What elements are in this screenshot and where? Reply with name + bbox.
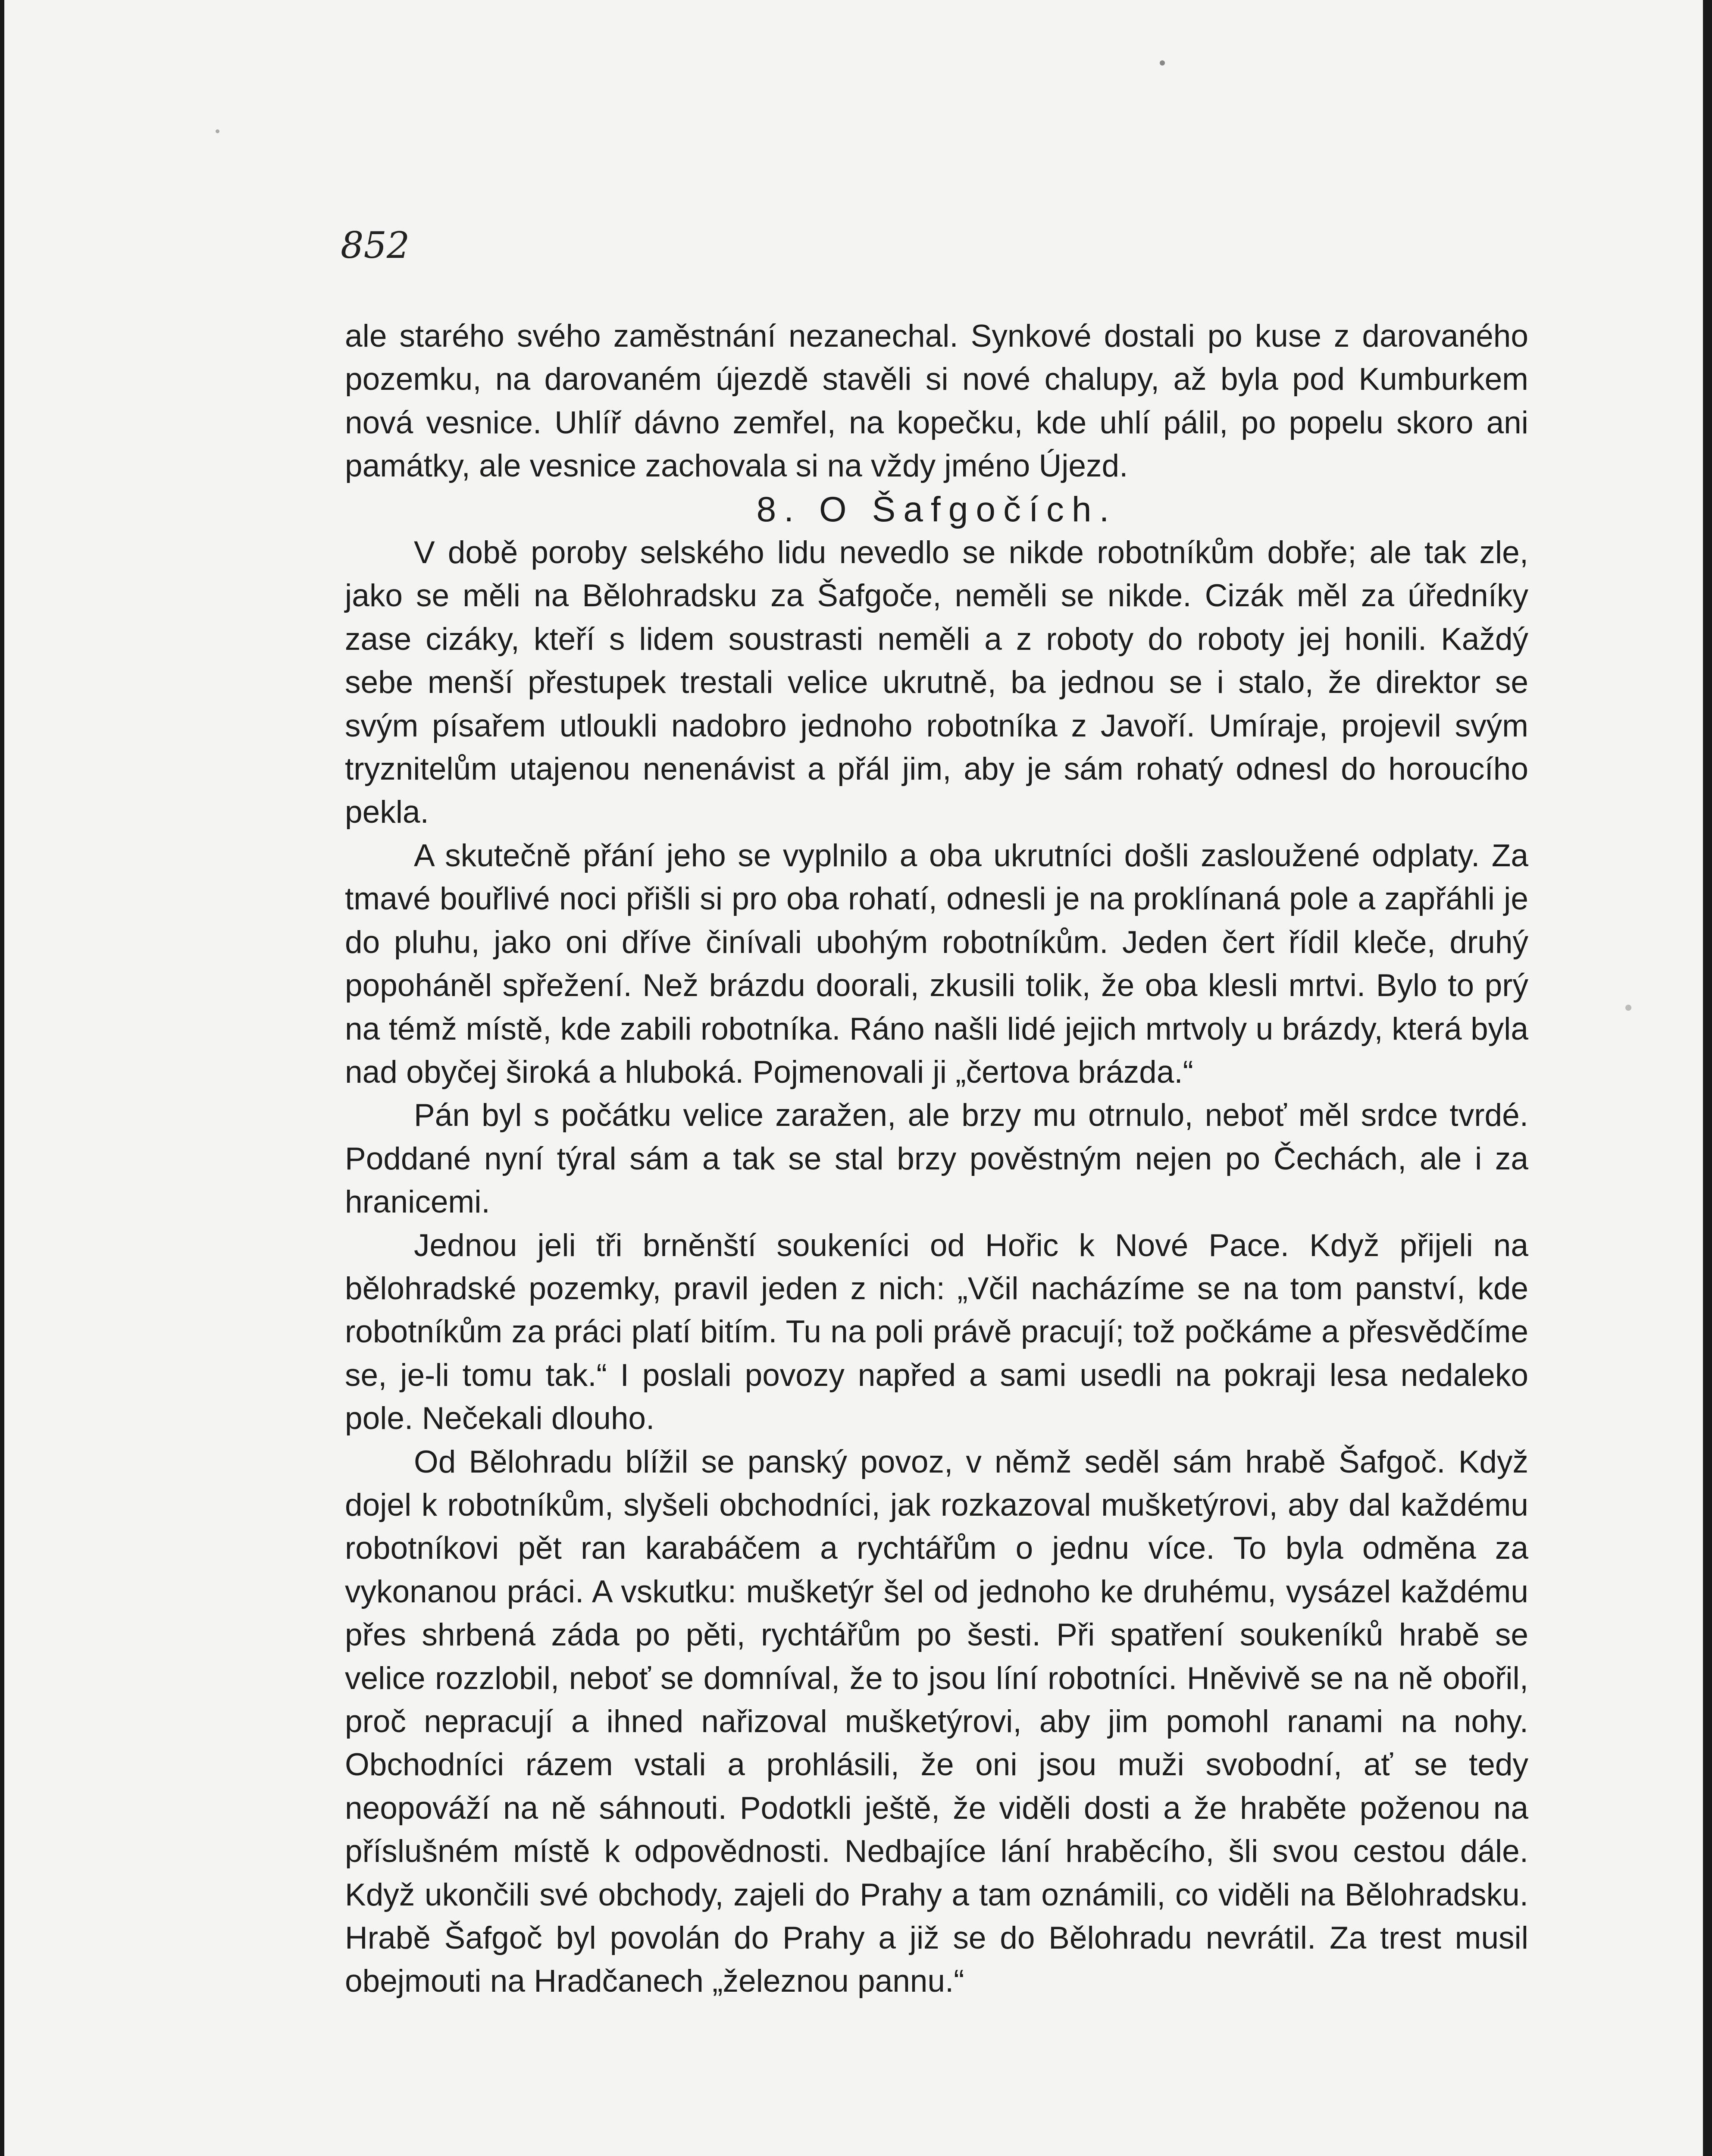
scan-speck	[216, 129, 219, 133]
paragraph-2: A skutečně přání jeho se vyplnilo a oba ukrutníci došli zasloužené odplaty. Za tmavé bouřlivé noci přišli si pro oba rohatí, odnesli je na proklínaná pole a zapřáhli je do pluhu, jako oni dříve činívali ubohým robotníkům. Jeden čert řídil kleče, druhý popoháněl spřežení. Než brázdu doorali, zkusili tolik, že oba klesli mrtvi. Bylo to prý na témž místě, kde zabili robotníka. Ráno našli lidé jejich mrtvoly u brázdy, která byla nad obyčej široká a hluboká. Pojmenovali ji „čertova brázda.“	[345, 838, 1528, 1090]
scan-speck	[1625, 1005, 1631, 1011]
paragraph-1: V době poroby selského lidu nevedlo se nikde robotníkům dobře; ale tak zle, jako se měli na Bělohradsku za Šafgoče, neměli se nikde. Cizák měl za úředníky zase cizáky, kteří s lidem soustrasti neměli a z roboty do roboty jej honili. Každý sebe menší přestupek trestali velice ukrutně, ba jednou se i stalo, že direktor se svým písařem utloukli nadobro jednoho robotníka z Javoří. Umíraje, projevil svým tryznitelům utajenou nenenávist a přál jim, aby je sám rohatý odnesl do horoucího pekla.	[345, 535, 1528, 830]
section-heading: 8. O Šafgočích.	[756, 489, 1117, 529]
page-number: 852	[341, 224, 410, 266]
intro-paragraph: ale starého svého zaměstnání nezanechal. Synkové dostali po kuse z darovaného pozemku, na darovaném újezdě stavěli si nové chalupy, až byla pod Kumburkem nová vesnice. Uhlíř dávno zemřel, na kopečku, kde uhlí pálil, po popelu skoro ani památky, ale vesnice zachovala si na vždy jméno Újezd.	[345, 319, 1528, 484]
scan-speck	[1160, 60, 1165, 66]
book-page	[4, 0, 1703, 2156]
paragraph-4: Jednou jeli tři brněnští soukeníci od Hořic k Nové Pace. Když přijeli na bělohradské pozemky, pravil jeden z nich: „Včil nacházíme se na tom panství, kde robotníkům za práci platí bitím. Tu na poli právě pracují; tož počkáme a přesvědčíme se, je-li tomu tak.“ I poslali povozy napřed a sami usedli na pokraji lesa nedaleko pole. Nečekali dlouho.	[345, 1228, 1528, 1436]
paragraph-3: Pán byl s počátku velice zaražen, ale brzy mu otrnulo, neboť měl srdce tvrdé. Poddané nyní týral sám a tak se stal brzy pověstným nejen po Čechách, ale i za hranicemi.	[345, 1098, 1528, 1220]
text-body	[345, 315, 1528, 2003]
paragraph-5: Od Bělohradu blížil se panský povoz, v němž seděl sám hrabě Šafgoč. Když dojel k robotníkům, slyšeli obchodníci, jak rozkazoval mušketýrovi, aby dal každému robotníkovi pět ran karabáčem a rychtářům o jednu více. To byla odměna za vykonanou práci. A vskutku: mušketýr šel od jednoho ke druhému, vysázel každému přes shrbená záda po pěti, rychtářům po šesti. Při spatření soukeníků hrabě se velice rozzlobil, neboť se domníval, že to jsou líní robotníci. Hněvivě se na ně obořil, proč nepracují a ihned nařizoval mušketýrovi, aby jim pomohl ranami na nohy. Obchodníci rázem vstali a prohlásili, že oni jsou muži svobodní, ať se tedy neopováží na ně sáhnouti. Podotkli ještě, že viděli dosti a že hraběte poženou na příslušném místě k odpovědnosti. Nedbajíce lání hraběcího, šli svou cestou dále. Když ukončili své obchody, zajeli do Prahy a tam oznámili, co viděli na Bělohradsku. Hrabě Šafgoč byl povolán do Prahy a již se do Bělohradu nevrátil. Za trest musil obejmouti na Hradčanech „železnou pannu.“	[345, 1444, 1528, 1999]
